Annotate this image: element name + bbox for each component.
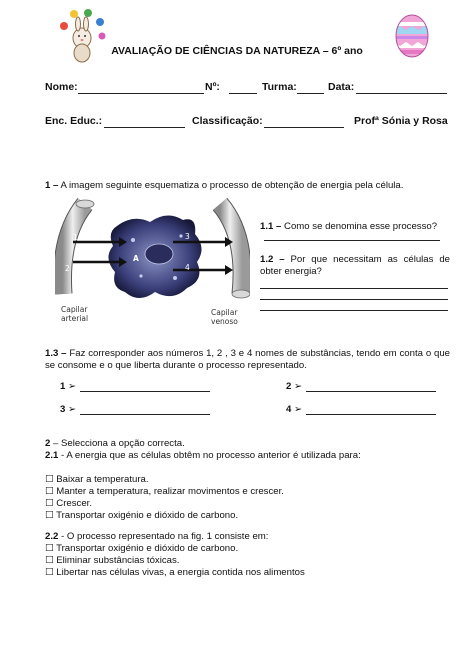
- match-answer-4[interactable]: [306, 414, 436, 415]
- question-2-number: 2: [45, 438, 51, 449]
- date-field[interactable]: [356, 93, 447, 94]
- grade-label: Classificação:: [192, 115, 263, 127]
- capillary-arterial-label: Capilar arterial: [61, 305, 89, 323]
- question-2-text: – Selecciona a opção correcta.: [53, 438, 185, 449]
- question-1-3: [45, 348, 450, 372]
- teacher-name: Profª Sónia y Rosa: [354, 115, 448, 127]
- answer-1-2-line-2[interactable]: [260, 299, 448, 300]
- question-1-text: A imagem seguinte esquematiza o processo de obtenção de energia pela célula.: [60, 180, 404, 191]
- figure-label-4: 4: [185, 263, 190, 272]
- option-2-1-a[interactable]: ☐ Baixar a temperatura.: [45, 474, 149, 485]
- question-2-1-text: - A energia que as células obtêm no processo anterior é utilizada para:: [61, 450, 361, 461]
- question-1-1: [260, 221, 450, 233]
- guardian-field[interactable]: [104, 127, 185, 128]
- page-title: AVALIAÇÃO DE CIÊNCIAS DA NATUREZA – 6º ano: [111, 45, 363, 57]
- match-answer-2[interactable]: [306, 391, 436, 392]
- match-item-3: 3 ➢: [60, 404, 77, 415]
- question-1-1-number: 1.1 –: [260, 221, 282, 232]
- question-1-2-number: 1.2 –: [260, 254, 285, 265]
- question-2: [45, 438, 185, 450]
- option-2-2-a[interactable]: ☐ Transportar oxigénio e dióxido de carbono.: [45, 543, 239, 554]
- class-field[interactable]: [297, 93, 324, 94]
- option-2-1-c[interactable]: ☐ Crescer.: [45, 498, 92, 509]
- date-label: Data:: [328, 81, 355, 93]
- question-1-3-number: 1.3 –: [45, 348, 67, 359]
- match-item-4: 4 ➢: [286, 404, 303, 415]
- question-2-1: [45, 450, 455, 462]
- cell-respiration-figure: [55, 196, 250, 331]
- answer-1-2-line-1[interactable]: [260, 288, 448, 289]
- question-1-3-text: Faz corresponder aos números 1, 2 , 3 e 4 nomes de substâncias, tendo em conta o que se consome e o que liberta durante o processo representado.: [45, 348, 451, 371]
- name-field[interactable]: [78, 93, 204, 94]
- number-label: Nº:: [205, 81, 220, 93]
- question-2-2-text: - O processo representado na fig. 1 consiste em:: [61, 531, 269, 542]
- question-2-2: [45, 531, 455, 543]
- match-item-1: 1 ➢: [60, 381, 77, 392]
- option-2-1-b[interactable]: ☐ Manter a temperatura, realizar movimentos e crescer.: [45, 486, 284, 497]
- match-answer-3[interactable]: [80, 414, 210, 415]
- number-field[interactable]: [229, 93, 257, 94]
- figure-label-a: A: [133, 254, 139, 263]
- question-2-1-number: 2.1: [45, 450, 59, 461]
- answer-1-2-line-3[interactable]: [260, 310, 448, 311]
- grade-field[interactable]: [264, 127, 344, 128]
- figure-label-1: 1: [73, 233, 78, 242]
- class-label: Turma:: [262, 81, 297, 93]
- figure-label-3: 3: [185, 232, 190, 241]
- question-1-2: [260, 254, 450, 278]
- answer-1-1-line[interactable]: [264, 240, 440, 241]
- question-1-2-text: Por que necessitam as células de obter energia?: [260, 254, 450, 277]
- figure-label-2: 2: [65, 264, 70, 273]
- match-answer-1[interactable]: [80, 391, 210, 392]
- question-1-number: 1 –: [45, 180, 59, 191]
- name-label: Nome:: [45, 81, 78, 93]
- option-2-1-d[interactable]: ☐ Transportar oxigénio e dióxido de carbono.: [45, 510, 239, 521]
- match-item-2: 2 ➢: [286, 381, 303, 392]
- question-1: [45, 180, 445, 192]
- option-2-2-c[interactable]: ☐ Libertar nas células vivas, a energia contida nos alimentos: [45, 567, 305, 578]
- option-2-2-b[interactable]: ☐ Eliminar substâncias tóxicas.: [45, 555, 180, 566]
- question-2-2-number: 2.2: [45, 531, 59, 542]
- guardian-label: Enc. Educ.:: [45, 115, 103, 127]
- question-1-1-text: Como se denomina esse processo?: [284, 221, 438, 232]
- capillary-venous-label: Capilar venoso: [211, 308, 238, 326]
